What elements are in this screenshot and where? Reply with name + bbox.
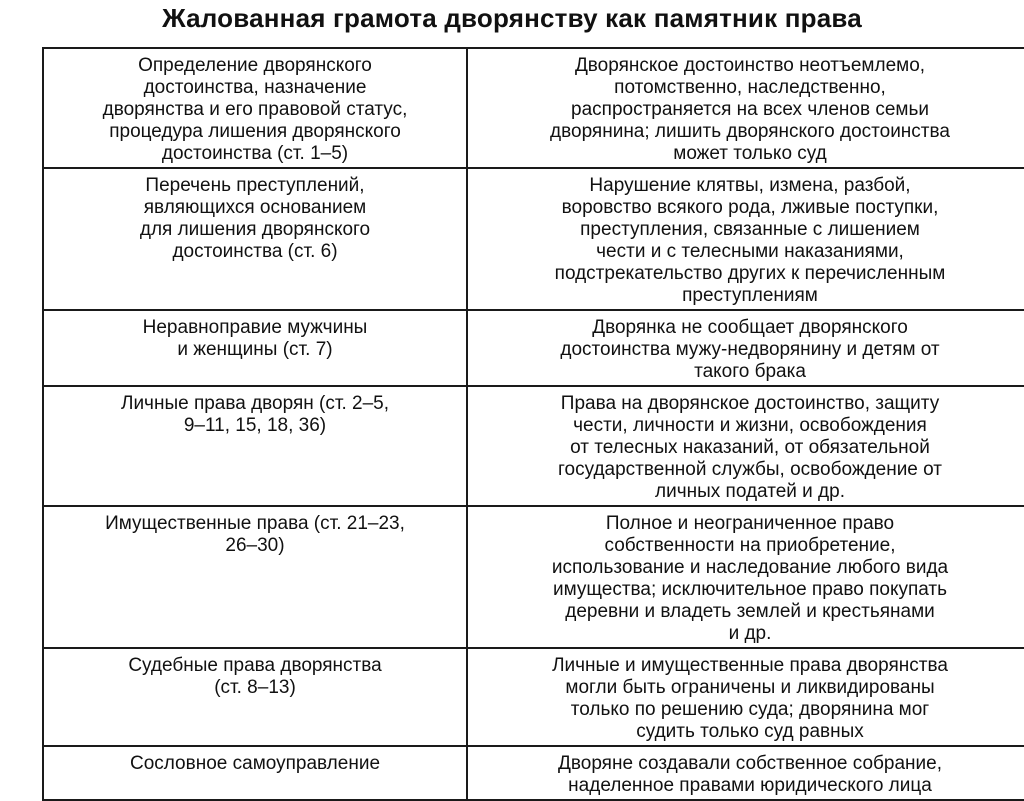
topic-text: Перечень преступлений, являющихся основанием для лишения дворянского достоинства (ст. 6) xyxy=(139,175,371,262)
topic-cell xyxy=(43,386,467,506)
table-row xyxy=(43,48,1024,168)
topic-cell xyxy=(43,168,467,310)
table-row xyxy=(43,648,1024,746)
table-row xyxy=(43,386,1024,506)
topic-text: Определение дворянского достоинства, назначение дворянства и его правовой статус, процедура лишения дворянского достоинства (ст. 1–5) xyxy=(102,55,408,164)
topic-cell xyxy=(43,648,467,746)
content-cell xyxy=(467,310,1024,386)
content-text: Дворяне создавали собственное собрание, наделенное правами юридического лица xyxy=(558,753,942,796)
content-text: Дворянка не сообщает дворянского достоинства мужу-недворянину и детям от такого брака xyxy=(560,317,940,382)
content-text: Дворянское достоинство неотъемлемо, потомственно, наследственно, распространяется на всех членов семьи дворянина; лишить дворянского достоинства может только суд xyxy=(550,55,950,164)
topic-cell xyxy=(43,310,467,386)
table-row xyxy=(43,506,1024,648)
content-cell xyxy=(467,48,1024,168)
content-cell xyxy=(467,746,1024,800)
topic-text: Имущественные права (ст. 21–23, 26–30) xyxy=(105,513,405,556)
topic-text: Сословное самоуправление xyxy=(129,753,381,774)
table-row xyxy=(43,310,1024,386)
content-cell xyxy=(467,386,1024,506)
content-cell xyxy=(467,168,1024,310)
topic-text: Личные права дворян (ст. 2–5, 9–11, 15, 18, 36) xyxy=(120,393,390,436)
topic-cell xyxy=(43,746,467,800)
content-cell xyxy=(467,648,1024,746)
table-row xyxy=(43,168,1024,310)
content-text: Нарушение клятвы, измена, разбой, воровство всякого рода, лживые поступки, преступления, связанные с лишением чести и с телесными наказаниями, подстрекательство других к перечисленным преступлениям xyxy=(554,175,946,306)
content-text: Личные и имущественные права дворянства могли быть ограничены и ликвидированы только по решению суда; дворянина мог судить только суд равных xyxy=(552,655,948,742)
page-title: Жалованная грамота дворянству как памятник права xyxy=(162,3,862,33)
topic-text: Судебные права дворянства (ст. 8–13) xyxy=(128,655,382,698)
topic-text: Неравноправие мужчины и женщины (ст. 7) xyxy=(142,317,368,360)
content-text: Полное и неограниченное право собственности на приобретение, использование и наследование любого вида имущества; исключительное право покупать деревни и владеть землей и крестьянами и др. xyxy=(551,513,949,644)
rights-table xyxy=(42,47,1024,801)
table-row xyxy=(43,746,1024,800)
content-text: Права на дворянское достоинство, защиту чести, личности и жизни, освобождения от телесных наказаний, от обязательной государственной службы, освобождение от личных податей и др. xyxy=(558,393,942,502)
topic-cell xyxy=(43,506,467,648)
content-cell xyxy=(467,506,1024,648)
topic-cell xyxy=(43,48,467,168)
